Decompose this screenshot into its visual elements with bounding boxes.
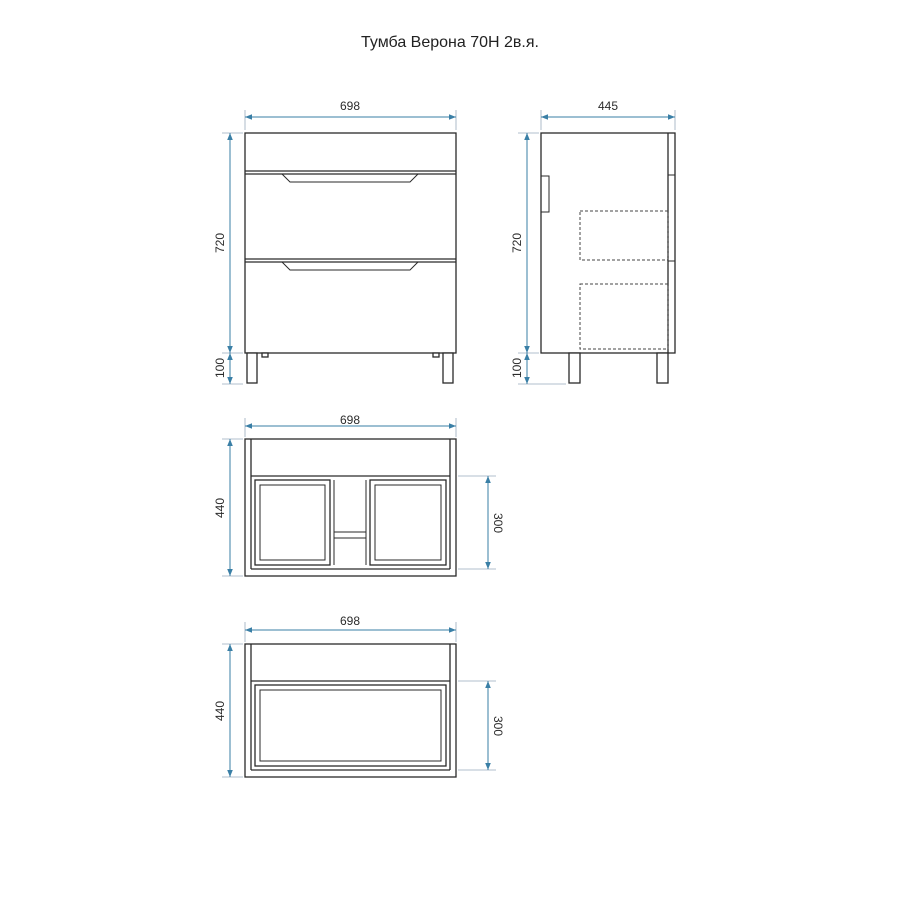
side-view — [510, 99, 675, 384]
drawing-title: Тумба Верона 70Н 2в.я. — [361, 34, 539, 51]
top2-outline — [245, 644, 456, 777]
side-legs-label: 100 — [510, 357, 524, 379]
top1-depth-label: 440 — [213, 497, 227, 519]
side-leg-front — [657, 353, 668, 383]
top1-right-box — [370, 480, 446, 565]
side-depth-label: 445 — [597, 99, 619, 113]
front-legs-label: 100 — [213, 357, 227, 379]
top1-left-box — [255, 480, 330, 565]
front-cabinet-body — [245, 133, 456, 353]
top-view-1 — [213, 413, 505, 576]
front-leg-right — [443, 353, 453, 383]
side-wall-bracket — [541, 176, 549, 212]
top2-depth-label: 440 — [213, 700, 227, 722]
front-leg-left-foot — [262, 353, 268, 357]
side-drawer2-hidden — [580, 284, 668, 349]
top2-width-label: 698 — [339, 614, 361, 628]
top1-right-box-inner — [375, 485, 441, 560]
top2-inner-box — [255, 685, 446, 766]
front-leg-right-foot — [433, 353, 439, 357]
side-drawer1-hidden — [580, 211, 668, 260]
top1-inner-label: 300 — [491, 512, 505, 534]
top1-left-box-inner — [260, 485, 325, 560]
front-height-label: 720 — [213, 232, 227, 254]
drawer1-handle — [282, 174, 418, 182]
side-leg-back — [569, 353, 580, 383]
front-view — [213, 99, 456, 384]
front-leg-left — [247, 353, 257, 383]
side-height-label: 720 — [510, 232, 524, 254]
top1-width-label: 698 — [339, 413, 361, 427]
top1-outline — [245, 439, 456, 576]
front-width-label: 698 — [339, 99, 361, 113]
side-cabinet-body — [541, 133, 675, 353]
top2-inner-label: 300 — [491, 715, 505, 737]
top2-inner-box-inner — [260, 690, 441, 761]
drawer2-handle — [282, 262, 418, 270]
top-view-2 — [213, 614, 505, 777]
